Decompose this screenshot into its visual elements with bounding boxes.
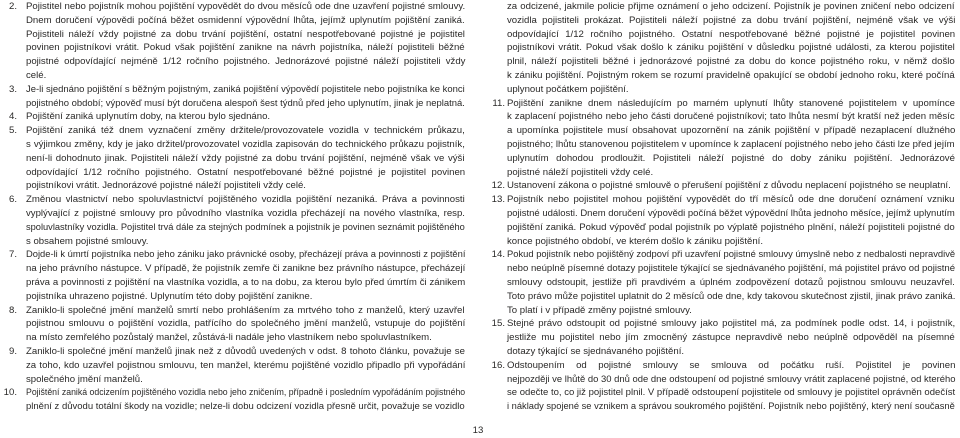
item-text — [507, 97, 955, 180]
item-text — [26, 83, 465, 111]
text-line: Je-li sjednáno pojištění s běžným pojistným, zaniká pojištění výpovědí pojistitele nebo pojistníka ke konci — [26, 83, 465, 95]
list-item — [0, 124, 466, 193]
text-line: na místo zemřelého pozůstalý manžel, zůstává-li nadále jeho vlastníkem nebo spoluvlastníkem. — [26, 332, 432, 344]
text-line: vyplývající z pojistné smlouvy pro původního vlastníka vozidla přecházejí na nového vlastníka, resp. — [26, 207, 465, 219]
list-item — [488, 359, 956, 414]
item-text — [26, 110, 465, 124]
text-line: za toho, kdo uzavřel pojistnou smlouvu, ten manžel, kterému pojištěné vozidlo připadlo při vypořádání — [26, 359, 466, 371]
text-line: Pojistitel nebo pojistník mohou pojištění vypovědět do dvou měsíců ode dne uzavření pojistné smlouvy. — [26, 1, 466, 12]
text-line: plnění z důvodu totální škody na vozidle; nelze-li dobu odcizení vozidla přesně určit, považuje se vozidlo — [26, 401, 465, 413]
list-item — [488, 248, 956, 317]
text-line-row — [507, 28, 955, 42]
text-line: Pojištění zaniká odcizením pojištěného vozidla nebo jeho zničením, případně i posledním vypořádáním pojistného — [26, 387, 466, 399]
text-line: Zaniklo-li společné jmění manželů smrtí nebo prohlášením za mrtvého toho z manželů, který uzavřel — [26, 304, 465, 316]
text-line-row — [26, 69, 465, 83]
text-line: Odstoupením od pojistné smlouvy se smlouva od počátku ruší. Pojistitel je povinen — [507, 359, 956, 371]
item-number: 2. — [8, 1, 17, 12]
item-number: 5. — [8, 125, 17, 137]
text-line: odpovídající 1/12 ročního pojistného. Ostatní nespotřebované běžné pojistné je pojistitel povinen — [26, 166, 466, 178]
text-line-row — [507, 97, 955, 111]
text-line: pojistníkovi vrátit. Pokud však došlo k zániku pojištění v důsledku pojistné události, za kterou pojistitel — [507, 42, 955, 54]
item-number: 13. — [491, 194, 505, 206]
text-line: pojistné náleží pojistiteli vždy celé. — [507, 166, 654, 178]
text-line-row — [26, 304, 465, 318]
text-line-row — [26, 14, 465, 28]
text-line: plnil, náleží pojistiteli běžné i jednorázové pojistné za dobu do konce pojistného roku, v němž došlo — [507, 56, 955, 68]
item-number: 15. — [491, 318, 505, 330]
list-item — [0, 83, 466, 111]
text-line: pojistníka uhrazeno pojistné. Uplynutím této doby pojištění zanikne. — [26, 290, 313, 302]
text-line-row — [26, 179, 465, 193]
text-line-row — [507, 41, 955, 55]
text-line: s výjimkou změny, kdy je jako držitel/provozovatel vozidla zapisován do technického průkazu pojistník, — [26, 138, 465, 150]
item-number: 14. — [491, 249, 505, 261]
text-line: Pokud pojistník nebo pojištěný zodpoví při uzavření pojistné smlouvy úmyslně nebo z nedbalosti nepravdivě — [507, 249, 956, 261]
text-line: vozidla pojistiteli prokázat. Pojistiteli náleží pojistné za dobu trvání pojištění, nejméně však ve výši — [507, 14, 956, 26]
text-line: není-li dohodnuto jinak. Pojistiteli náleží vždy pojistné za dobu trvání pojištění, nejméně však ve výši — [26, 152, 465, 164]
text-line: nejpozději ve lhůtě do 30 dnů ode dne odstoupení od pojistné smlouvy vrátit zaplacené pojistné, od kterého — [507, 373, 956, 385]
text-line: pojistné události. Dnem doručení výpovědi počíná běžet výpovědní lhůta jednoho měsíce, jejímž uplynutím — [507, 207, 955, 219]
item-text — [26, 386, 465, 414]
text-line-row — [26, 97, 465, 111]
text-line-row — [26, 317, 465, 331]
list-item — [0, 248, 466, 303]
text-line-row — [507, 331, 955, 345]
text-line-row — [26, 207, 465, 221]
right-column — [488, 0, 956, 414]
text-line-row — [26, 152, 465, 166]
text-line-row — [507, 400, 955, 414]
text-line-row — [26, 248, 465, 262]
text-line-row — [507, 166, 955, 180]
list-item — [0, 193, 466, 248]
text-line: Dnem doručení výpovědi počíná běžet osmidenní výpovědní lhůta, jejímž uplynutím pojištění zaniká. — [26, 14, 465, 26]
text-line-row — [507, 276, 955, 290]
list-item — [488, 97, 956, 180]
text-line: za odcizené, jakmile policie přijme oznámení o jeho odcizení. Pojistník je povinen zničení nebo odcizení — [507, 1, 955, 12]
text-line-row — [26, 110, 465, 124]
text-line-row — [26, 235, 465, 249]
text-line-row — [26, 124, 465, 138]
text-line: k zániku pojištění. Pojistným rokem se rozumí pravidelně opakující se období jednoho roku, které počíná — [507, 69, 955, 81]
item-text — [507, 317, 955, 358]
list-item — [488, 179, 956, 193]
text-line-row — [26, 138, 465, 152]
text-line-row — [26, 400, 465, 414]
text-line: Pojistiteli náleží vždy pojistné za dobu trvání pojištění, ostatní nespotřebované pojistné je pojistitel — [26, 28, 465, 40]
text-line-row — [26, 386, 465, 400]
text-line-row — [507, 345, 955, 359]
text-line-row — [26, 28, 465, 42]
text-line: Toto právo může pojistitel uplatnit do 2 měsíců ode dne, kdy takovou skutečnost zjistil, jinak právo zaniká. — [507, 290, 956, 302]
text-line-row — [507, 69, 955, 83]
item-number: 3. — [8, 83, 17, 95]
text-line-row — [507, 179, 955, 193]
item-number: 11. — [492, 97, 505, 109]
text-line-row — [26, 373, 465, 387]
text-line: a upomínka pojistitele musí obsahovat upozornění na zánik pojištění v případě nezaplacení dlužného — [507, 125, 956, 137]
text-line-row — [26, 262, 465, 276]
text-line-row — [26, 276, 465, 290]
item-text — [507, 193, 955, 248]
text-line-row — [26, 83, 465, 97]
text-line-row — [26, 221, 465, 235]
text-line: na jeho právního nástupce. V případě, že pojistník zemře či zanikne bez právního nástupce, přecházejí — [26, 263, 466, 275]
text-line-row — [507, 193, 955, 207]
text-line: Pojištění zanikne dnem následujícím po marném uplynutí lhůty stanovené pojistitelem v upomínce — [507, 97, 955, 109]
list-item — [488, 317, 956, 358]
text-line: Pojištění zaniká uplynutím doby, na kterou bylo sjednáno. — [26, 111, 271, 123]
text-line: pojistného období; výpověď musí být doručena alespoň šest týdnů před jeho uplynutím, jinak je neplatná. — [26, 97, 465, 109]
item-number: 16. — [491, 359, 505, 371]
text-line: Stejné právo odstoupit od pojistné smlouvy jako pojistitel má, za podmínek podle odst. 14, i pojistník, — [507, 318, 956, 330]
text-line-row — [26, 290, 465, 304]
text-line: Pojištění zaniká též dnem vyznačení změny držitele/provozovatele vozidla v technickém průkazu, — [26, 125, 465, 137]
text-line-row — [507, 221, 955, 235]
text-line: s obsahem pojistné smlouvy. — [26, 235, 149, 247]
text-line: Ustanovení zákona o pojistné smlouvě o přerušení pojištění z důvodu neplacení pojistného se neuplatní. — [507, 180, 951, 192]
text-line: konce pojistného období, ve kterém došlo k zániku pojištění. — [507, 235, 763, 247]
text-line: i náklady spojené se vznikem a správou soukromého pojištění. Pojistník nebo pojištěný, který není současně — [507, 401, 955, 413]
text-line-row — [507, 207, 955, 221]
list-item — [0, 386, 466, 414]
text-line: To platí i v případě změny pojistné smlouvy. — [507, 304, 692, 316]
text-line-row — [507, 110, 955, 124]
item-number: 12. — [491, 180, 505, 192]
list-item — [488, 0, 956, 97]
item-text — [26, 0, 465, 83]
item-text — [26, 304, 465, 345]
text-line: odpovídající 1/12 ročního pojistného. Ostatní nespotřebované běžné pojistné je pojistitel povinen — [507, 28, 956, 40]
text-line-row — [507, 14, 955, 28]
text-line-row — [507, 124, 955, 138]
item-text — [507, 248, 955, 317]
text-line: celé. — [26, 69, 47, 81]
text-line-row — [507, 0, 955, 14]
text-line-row — [26, 55, 465, 69]
item-number: 10. — [3, 387, 17, 399]
text-line: uplynutím dohodou prodloužit. Pojistiteli náleží pojistné do doby zániku pojištění. Jednorázové — [507, 152, 955, 164]
text-line-row — [26, 359, 465, 373]
text-line: povinen pojistníkovi vrátit. Pokud však pojištění zanikne na návrh pojistníka, náleží pojistiteli běžné — [26, 42, 465, 54]
item-text — [507, 359, 955, 414]
text-line-row — [26, 41, 465, 55]
text-line: spoluvlastníky vozidla. Pojistitel trvá dále za stejných podmínek a pojistník je povinen seznámit pojištěného — [26, 221, 465, 233]
item-text — [26, 345, 465, 386]
item-text — [26, 248, 465, 303]
text-line-row — [507, 83, 955, 97]
text-line: pojistného; lhůtu stanovenou pojistitelem v upomínce k zaplacení pojistného nebo jeho části lze před jejím — [507, 138, 955, 150]
item-text — [26, 124, 465, 193]
text-line-row — [507, 290, 955, 304]
list-item — [0, 110, 466, 124]
item-text — [26, 193, 465, 248]
text-line-row — [26, 166, 465, 180]
item-number: 6. — [8, 194, 17, 206]
text-line-row — [507, 152, 955, 166]
item-text — [507, 0, 955, 97]
list-item — [0, 345, 466, 386]
text-line-row — [507, 304, 955, 318]
text-line-row — [26, 0, 465, 14]
list-item — [488, 193, 956, 248]
text-line-row — [507, 235, 955, 249]
text-line: se odečte to, co již pojistitel plnil. V případě odstoupení pojistitele od smlouvy je pojistitel oprávněn odečíst — [507, 387, 956, 399]
item-number: 7. — [8, 249, 17, 261]
text-line: Pojistník nebo pojistitel mohou pojištění vypovědět do tří měsíců ode dne doručení oznámení vzniku — [507, 194, 955, 206]
text-line: Dojde-li k úmrtí pojistníka nebo jeho zániku jako právnické osoby, přecházejí práva a povinnosti z pojištění — [26, 249, 466, 261]
item-number: 9. — [8, 345, 17, 357]
text-line-row — [507, 138, 955, 152]
text-line: pojistnou smlouvu o pojištění vozidla, patřícího do společného jmění manželů, vstupuje do pojištění — [26, 318, 466, 330]
page-number: 13 — [472, 425, 484, 436]
text-line-row — [507, 248, 955, 262]
text-line: pojistníkovi vrátit. Jednorázové pojistné náleží pojistiteli vždy celé. — [26, 180, 306, 192]
item-text — [507, 179, 955, 193]
text-line-row — [507, 262, 955, 276]
text-line: pojištění zaniká. Pokud výpověď podal pojistník po výplatě pojistného plnění, náleží pojistiteli pojistné do — [507, 221, 955, 233]
text-line: uplynout počátkem pojištění. — [507, 83, 629, 95]
list-item — [0, 0, 466, 83]
text-line-row — [26, 345, 465, 359]
list-item — [0, 304, 466, 345]
text-line-row — [26, 331, 465, 345]
text-line-row — [507, 373, 955, 387]
text-line: práva a povinnosti z pojištění na vlastníka vozidla, a to na dobu, za kterou bylo před úmrtím či zánikem — [26, 276, 466, 288]
text-line-row — [26, 193, 465, 207]
text-line: jestliže mu pojistitel nebo jím zmocněný zástupce nepravdivě nebo neúplně odpověděl na písemné — [507, 332, 955, 344]
left-column — [0, 0, 466, 414]
text-line: nebo neúplně písemné dotazy pojistitele týkající se sjednávaného pojištění, má pojistitel právo od pojistné — [507, 263, 956, 275]
text-line-row — [507, 386, 955, 400]
text-line: společného jmění manželů. — [26, 373, 143, 385]
text-line: pojistné odpovídající nejméně 1/12 ročního pojistného. Jednorázové pojistné náleží pojistiteli vždy — [26, 56, 466, 68]
text-line: Zaniklo-li společné jmění manželů jinak než z důvodů uvedených v odst. 8 tohoto článku, považuje se — [26, 345, 465, 357]
text-line: Změnou vlastnictví nebo spoluvlastnictví pojištěného vozidla pojištění nezaniká. Práva a povinnosti — [26, 194, 465, 206]
text-line: dotazy týkající se sjednávaného pojištění. — [507, 345, 685, 357]
text-line: k zaplacení pojistného nebo jeho části doručené pojistníkovi; tato lhůta nesmí být kratší než jeden měsíc — [507, 111, 955, 123]
text-line-row — [507, 359, 955, 373]
text-line-row — [507, 317, 955, 331]
item-number: 4. — [8, 111, 17, 123]
text-line: smlouvy odstoupit, jestliže při pravdivém a úplném zodpovězení dotazů pojistnou smlouvu neuzavřel. — [507, 276, 955, 288]
item-number: 8. — [8, 304, 17, 316]
text-line-row — [507, 55, 955, 69]
